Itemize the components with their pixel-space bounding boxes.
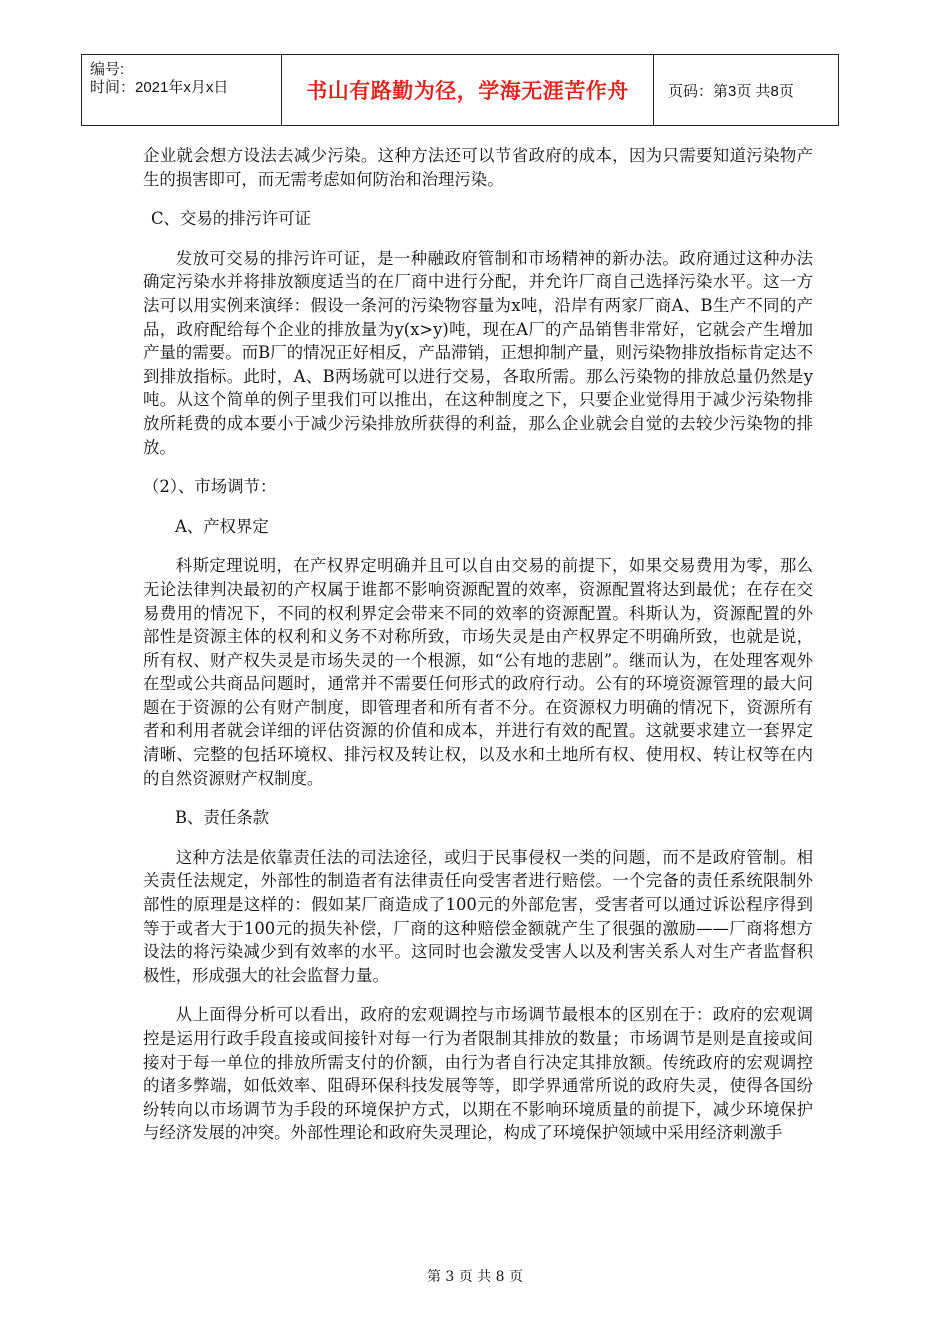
document-time-label: 时间：2021年x月x日 [90, 79, 229, 96]
paragraph-property-rights: 科斯定理说明，在产权界定明确并且可以自由交易的前提下，如果交易费用为零，那么无论法律判决最初的产权属于谁都不影响资源配置的效率，资源配置将达到最优；在存在交易费用的情况下，不同的权利界定会带来不同的效率的资源配置。科斯认为，资源配置的外部性是资源主体的权利和义务不对称所致，市场失灵是由产权界定不明确所致，也就是说，所有权、财产权失灵是市场失灵的一个根源，如“公有地的悲剧”。继而认为，在处理客观外在型或公共商品问题时，通常并不需要任何形式的政府行动。公有的环境资源管理的最大问题在于资源的公有财产制度，即管理者和所有者不分。在资源权力明确的情况下，资源所有者和利用者就会详细的评估资源的价值和成本，并进行有效的配置。这就要求建立一套界定清晰、完整的包括环境权、排污权及转让权，以及水和土地所有权、使用权、转让权等在内的自然资源财产权制度。 [143, 556, 813, 788]
heading-property-rights: A、产权界定 [175, 516, 269, 536]
paragraph-analysis: 从上面得分析可以看出，政府的宏观调控与市场调节最根本的区别在于：政府的宏观调控是运用行政手段直接或间接针对每一行为者限制其排放的数量；市场调节是则是直接或间接对于每一单位的排放所需支付的价额，由行为者自行决定其排放额。传统政府的宏观调控的诸多弊端，如低效率、阻碍环保科技发展等等，即学界通常所说的政府失灵，使得各国纷纷转向以市场调节为手段的环境保护方式，以期在不影响环境质量的前提下，减少环境保护与经济发展的冲突。外部性理论和政府失灵理论，构成了环境保护领域中采用经济刺激手 [143, 1005, 813, 1143]
header-page-info: 页码：第3页 共8页 [668, 82, 794, 100]
page-header [81, 54, 839, 126]
document-number-label: 编号: [90, 61, 125, 78]
document-body [143, 144, 813, 1145]
header-meta [82, 55, 282, 125]
paragraph-continuation: 企业就会想方设法去减少污染。这种方法还可以节省政府的成本，因为只需要知道污染物产生的损害即可，而无需考虑如何防治和治理污染。 [143, 146, 813, 189]
paragraph-liability-clause: 这种方法是依靠责任法的司法途径，或归于民事侵权一类的问题，而不是政府管制。相关责任法规定，外部性的制造者有法律责任向受害者进行赔偿。一个完备的责任系统限制外部性的原理是这样的：假如某厂商造成了100元的外部危害，受害者可以通过诉讼程序得到等于或者大于100元的损失补偿，厂商的这种赔偿金额就产生了很强的激励——厂商将想方设法的将污染减少到有效率的水平。这同时也会激发受害人以及利害关系人对生产者监督积极性，形成强大的社会监督力量。 [143, 847, 813, 985]
heading-market-regulation: （2）、市场调节： [143, 477, 277, 497]
page-footer: 第 3 页 共 8 页 [426, 1269, 524, 1285]
header-motto: 书山有路勤为径，学海无涯苦作舟 [282, 55, 654, 125]
heading-tradable-permits: C、交易的排污许可证 [151, 209, 312, 229]
paragraph-tradable-permits: 发放可交易的排污许可证，是一种融政府管制和市场精神的新办法。政府通过这种办法确定污染水并将排放额度适当的在厂商中进行分配，并允许厂商自己选择污染水平。这一方法可以用实例来演绎：假设一条河的污染物容量为x吨，沿岸有两家厂商A、B生产不同的产品，政府配给每个企业的排放量为y(x>y)吨，现在A厂的产品销售非常好，它就会产生增加产量的需要。而B厂的情况正好相反，产品滞销，正想抑制产量，则污染物排放指标肯定达不到排放指标。此时，A、B两场就可以进行交易，各取所需。那么污染物的排放总量仍然是y吨。从这个简单的例子里我们可以推出，在这种制度之下，只要企业觉得用于减少污染物排放所耗费的成本要小于减少污染排放所获得的利益，那么企业就会自觉的去较少污染物的排放。 [143, 248, 813, 457]
heading-liability-clause: B、责任条款 [175, 808, 269, 828]
